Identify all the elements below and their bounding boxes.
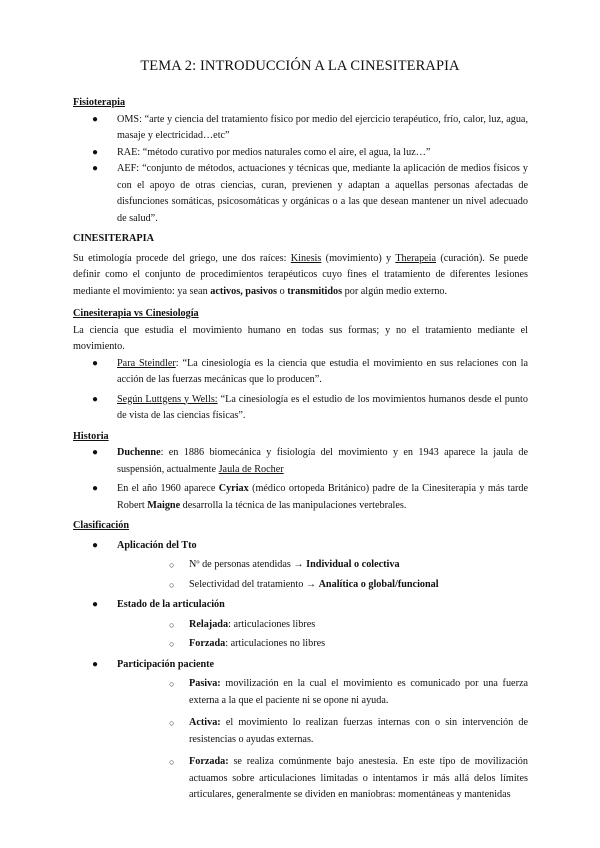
vs-intro: La ciencia que estudia el movimiento humano en todas sus formas; y no el tratamiento mediante el movimiento. bbox=[73, 324, 528, 352]
historia-list bbox=[73, 445, 528, 514]
heading-historia: Historia bbox=[73, 430, 109, 442]
circle-bullet-icon: ○ bbox=[169, 560, 175, 570]
list-item: ● Según Luttgens y Wells: “La cinesiología es el estudio de los movimientos humanos desde el punto de vista de las ciencias físicas”. bbox=[92, 393, 528, 421]
list-item: ● En el año 1960 aparece Cyriax (médico ortopeda Británico) padre de la Cinesiterapia y más tarde Robert Maigne desarrolla la técnica de las manipulaciones vertebrales. bbox=[92, 483, 528, 511]
list-item: ● OMS: “arte y ciencia del tratamiento físico por medio del ejercicio terapéutico, frío, calor, luz, agua, masaje y electricidad…etc” bbox=[92, 113, 528, 141]
cinesiterapia-paragraph: Su etimología procede del griego, une dos raíces: Kinesis (movimiento) y Therapeia (curación). Se puede definir como el conjunto de procedimientos terapéuticos cuyo fines el tratamiento de diferentes lesiones mediante el movimiento: ya sean activos, pasivos o transmitidos por algún medio externo. bbox=[73, 252, 528, 297]
circle-bullet-icon: ○ bbox=[169, 679, 175, 689]
list-item: ○ Relajada: articulaciones libres bbox=[161, 617, 528, 634]
list-item: ○ Selectividad del tratamiento → Analítica o global/funcional bbox=[161, 577, 528, 594]
fisioterapia-list bbox=[73, 112, 528, 228]
list-item: ○ Pasiva: movilización en la cual el movimiento es comunicado por una fuerza externa a la que el paciente ni se opone ni ayuda. bbox=[169, 678, 528, 706]
heading-fisioterapia: Fisioterapia bbox=[73, 97, 126, 108]
list-item: ○ Activa: el movimiento lo realizan fuerzas internas con o sin intervención de resistencias o ayudas externas. bbox=[169, 717, 528, 745]
list-item: ○ Forzada: se realiza comúnmente bajo anestesia. En este tipo de movilización actuamos sobre articulaciones limitadas o intentamos ir más allá delos límites articulares, generalmente se dividen en maniobras: momentáneas y mantenidas bbox=[169, 756, 528, 800]
list-item: ○ Forzada: articulaciones no libres bbox=[161, 636, 528, 653]
circle-bullet-icon: ○ bbox=[169, 619, 175, 630]
bullet-icon: ● bbox=[92, 163, 99, 174]
heading-clasificacion: Clasificación bbox=[73, 520, 130, 531]
list-item: ● Duchenne: en 1886 biomecánica y fisiología del movimiento y en 1943 aparece la jaula de suspensión, actualmente Jaula de Rocher bbox=[92, 447, 528, 475]
bullet-icon: ● bbox=[92, 357, 99, 369]
list-item: ● Participación paciente ○ Pasiva: movilización en la cual el movimiento es comunicado por una fuerza externa a la que el paciente ni se opone ni ayuda. ○ Activa: el movimiento lo realizan fuerzas internas con o sin intervención de resistencias o ayudas externas. ○ Forzada: se realiza comúnmente bajo anestesia. En este tipo de movilización actuamos sobre articulaciones limitadas o intentamos ir más allá delos límites articulares, generalmente se dividen en maniobras: momentáneas y mantenidas bbox=[73, 657, 528, 804]
list-item: ● Para Steindler: “La cinesiología es la ciencia que estudia el movimiento en sus relaciones con la acción de las fuerzas mecánicas que lo producen”. bbox=[92, 357, 528, 385]
page-title: TEMA 2: INTRODUCCIÓN A LA CINESITERAPIA bbox=[140, 58, 460, 74]
list-item: ● Estado de la articulación ○ Relajada: articulaciones libres ○ Forzada: articulaciones no libres bbox=[73, 597, 528, 653]
bullet-icon: ● bbox=[92, 539, 99, 551]
bullet-icon: ● bbox=[92, 393, 99, 405]
list-item: ○ Nº de personas atendidas → Individual o colectiva bbox=[161, 557, 528, 574]
bullet-icon: ● bbox=[92, 658, 99, 670]
bullet-icon: ● bbox=[92, 599, 99, 610]
heading-cinesiterapia-vs-cinesiologia: Cinesiterapia vs Cinesiología bbox=[73, 308, 199, 319]
bullet-icon: ● bbox=[92, 146, 99, 158]
circle-bullet-icon: ○ bbox=[169, 718, 175, 728]
bullet-icon: ● bbox=[92, 483, 99, 494]
list-item: ● Aplicación del Tto ○ Nº de personas atendidas → Individual o colectiva ○ Selectividad del tratamiento → Analítica o global/funcional bbox=[73, 538, 528, 594]
document-body bbox=[73, 95, 528, 804]
circle-bullet-icon: ○ bbox=[169, 757, 175, 767]
list-item: ● RAE: “método curativo por medios naturales como el aire, el agua, la luz…” bbox=[73, 145, 528, 162]
bullet-icon: ● bbox=[92, 113, 99, 125]
circle-bullet-icon: ○ bbox=[169, 579, 175, 590]
heading-cinesiterapia: CINESITERAPIA bbox=[73, 233, 154, 244]
bullet-icon: ● bbox=[92, 447, 99, 458]
vs-list bbox=[73, 356, 528, 425]
circle-bullet-icon: ○ bbox=[169, 639, 175, 649]
list-item: ● AEF: “conjunto de métodos, actuaciones y técnicas que, mediante la aplicación de medios físicos y con el apoyo de otras ciencias, curan, previenen y adaptan a aquellas personas afectadas de disfunciones somáticas, psicosomáticas y orgánicas o a las que desean mantener un nivel adecuado de salud”. bbox=[92, 163, 528, 224]
clasificacion-list bbox=[73, 538, 528, 804]
